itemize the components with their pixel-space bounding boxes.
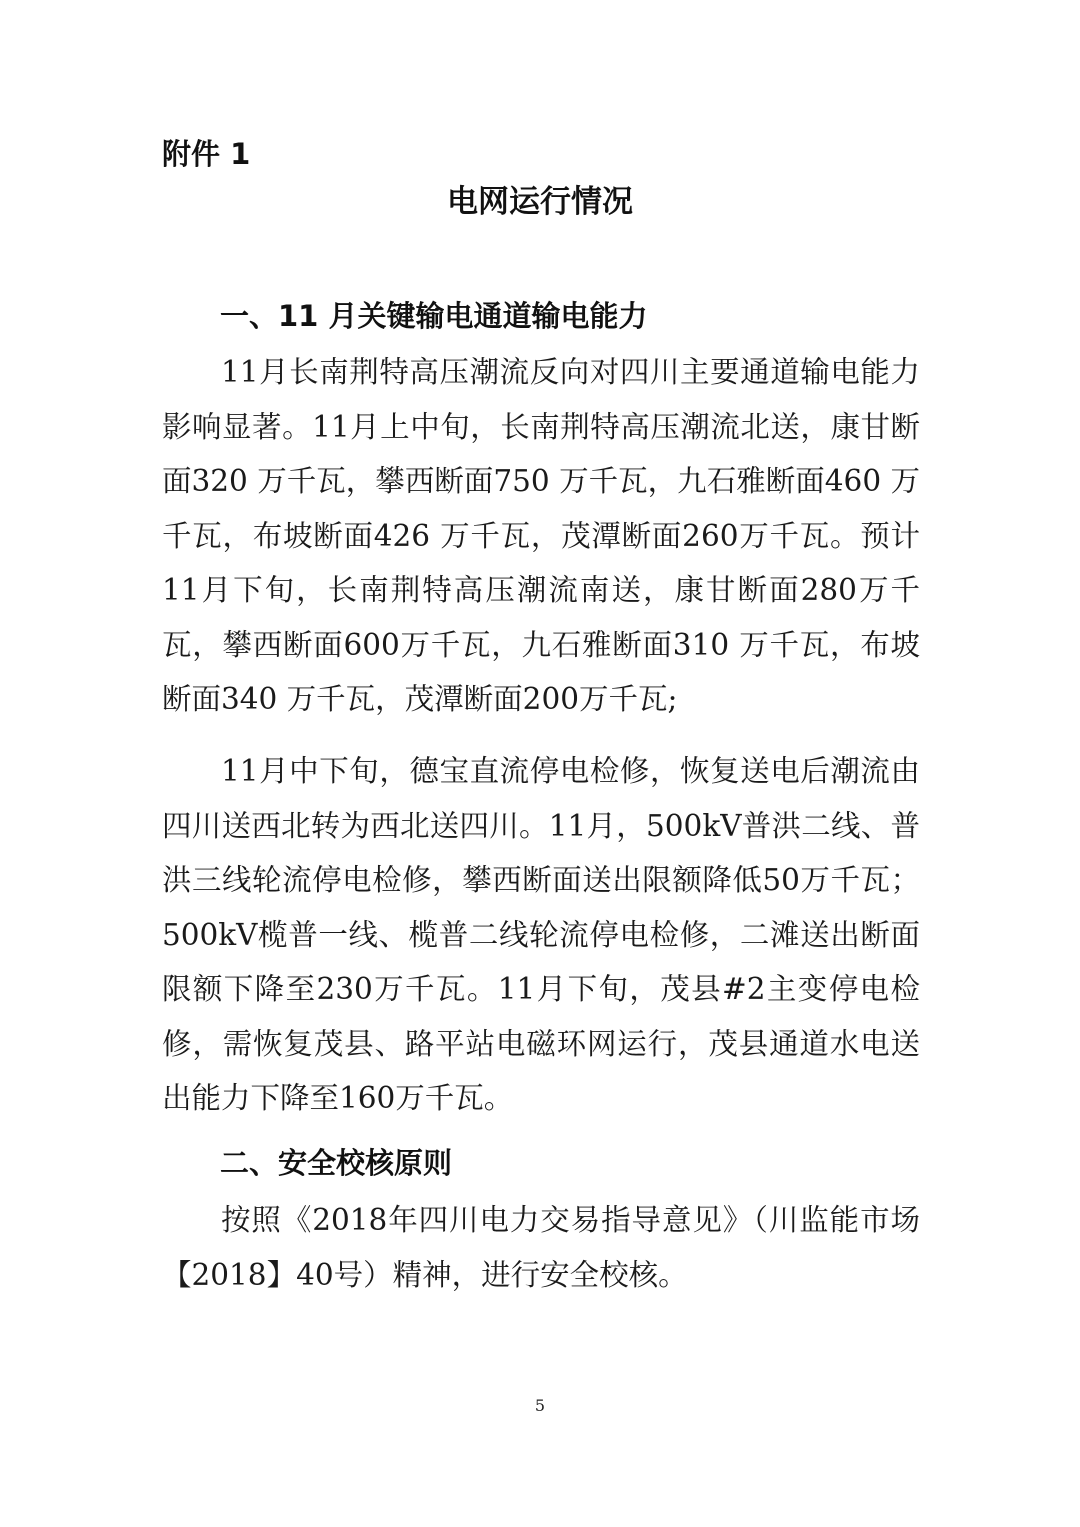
section-heading-2: 二、安全校核原则 <box>220 1146 453 1180</box>
section-1-paragraph-1: 11月长南荆特高压潮流反向对四川主要通道输电能力影响显著。11月上中旬，长南荆特高压潮流北送，康甘断面320 万千瓦，攀西断面750 万千瓦，九石雅断面460 万千瓦，布坡断面426 万千瓦，茂潭断面260万千瓦。预计11月下旬，长南荆特高压潮流南送，康甘断面280万千瓦，攀西断面600万千瓦，九石雅断面310 万千瓦，布坡断面340 万千瓦，茂潭断面200万千瓦; <box>162 355 920 716</box>
document-title: 电网运行情况 <box>447 184 633 220</box>
section-1-paragraph-2: 11月中下旬，德宝直流停电检修，恢复送电后潮流由四川送西北转为西北送四川。11月，500kV普洪二线、普洪三线轮流停电检修，攀西断面送出限额降低50万千瓦；500kV榄普一线、榄普二线轮流停电检修，二滩送出断面限额下降至230万千瓦。11月下旬，茂县#2主变停电检修，需恢复茂县、路平站电磁环网运行，茂县通道水电送出能力下降至160万千瓦。 <box>162 754 920 1115</box>
section-heading-1: 一、11 月关键输电通道输电能力 <box>220 299 648 333</box>
section-2-paragraph-1: 按照《2018年四川电力交易指导意见》（川监能市场【2018】40号）精神，进行安全校核。 <box>162 1203 920 1292</box>
page-number: 5 <box>534 1396 546 1415</box>
attachment-label: 附件 1 <box>162 137 251 171</box>
